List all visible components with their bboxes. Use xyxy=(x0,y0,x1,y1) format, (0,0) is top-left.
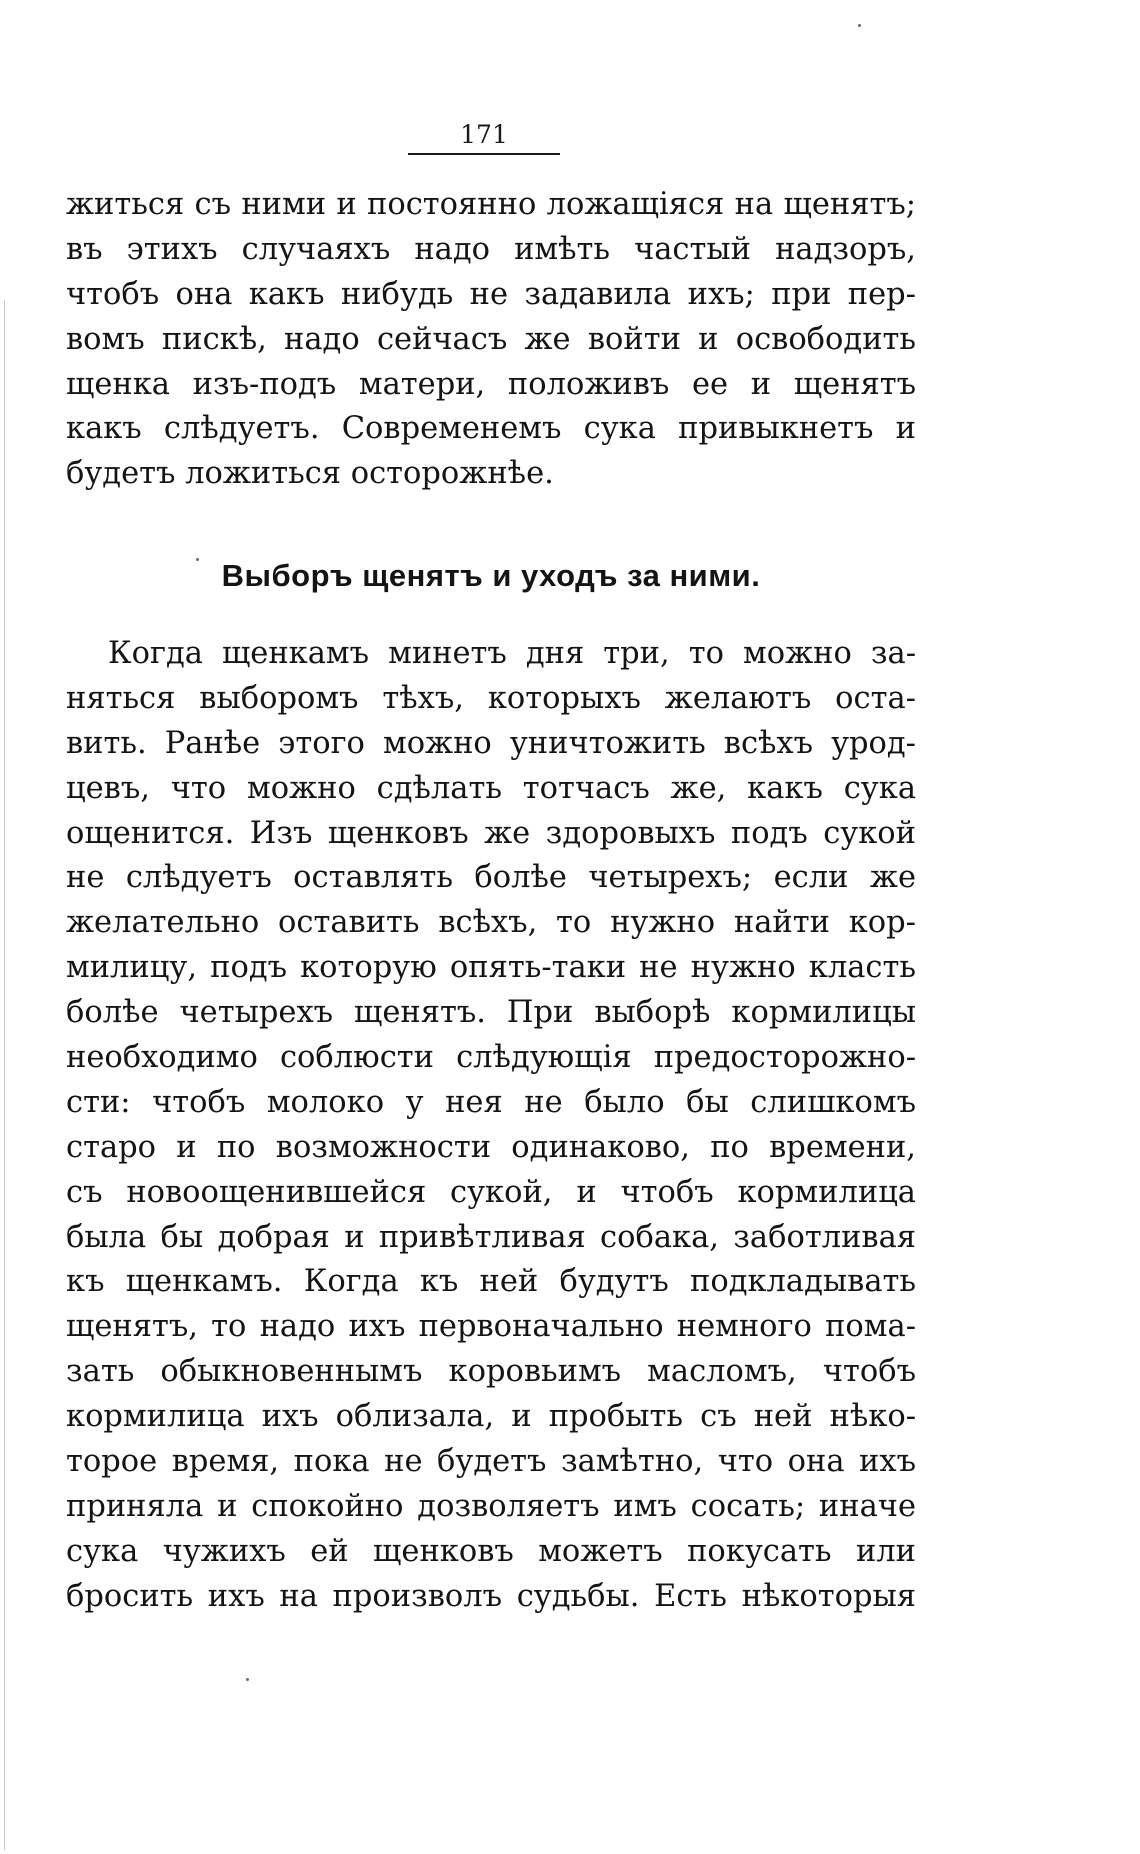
text-line: бросить ихъ на произволъ судьбы. Есть нѣкоторыя xyxy=(66,1578,916,1614)
text-line: ощенится. Изъ щенковъ же здоровыхъ подъ сукой xyxy=(66,815,916,851)
text-line: милицу, подъ которую опять-таки не нужно класть xyxy=(66,950,916,986)
text-line: торое время, пока не будетъ замѣтно, что она ихъ xyxy=(66,1444,916,1480)
text-line: необходимо соблюсти слѣдующiя предосторожно- xyxy=(66,1040,916,1076)
paper-speck xyxy=(196,558,199,561)
text-line: сука чужихъ ей щенковъ можетъ покусать или xyxy=(66,1533,916,1569)
text-line: приняла и спокойно дозволяетъ имъ сосать; иначе xyxy=(66,1488,916,1524)
text-line: кормилица ихъ облизала, и пробыть съ ней нѣко- xyxy=(66,1399,916,1435)
text-line: въ этихъ случаяхъ надо имѣть частый надзоръ, xyxy=(66,231,916,267)
text-line: Когда щенкамъ минетъ дня три, то можно за- xyxy=(108,636,916,671)
page-number: 171 xyxy=(460,120,508,149)
section-heading: Выборъ щенятъ и уходъ за ними. xyxy=(221,558,761,593)
text-line: зать обыкновеннымъ коровьимъ масломъ, чтобъ xyxy=(66,1354,916,1390)
text-line: будетъ ложиться осторожнѣе. xyxy=(66,456,554,492)
text-line: цевъ, что можно сдѣлать тотчасъ же, какъ сука xyxy=(66,770,916,806)
text-line: болѣе четырехъ щенятъ. При выборѣ кормилицы xyxy=(66,995,916,1031)
text-line: какъ слѣдуетъ. Современемъ сука привыкнетъ и xyxy=(66,411,916,447)
text-line: желательно оставить всѣхъ, то нужно найти кор- xyxy=(66,905,916,941)
page-number-rule xyxy=(408,153,560,155)
text-line: вить. Ранѣе этого можно уничтожить всѣхъ урод- xyxy=(66,725,916,761)
text-line: вомъ пискѣ, надо сейчасъ же войти и освободить xyxy=(66,321,916,357)
text-line: чтобъ она какъ нибудь не задавила ихъ; при пер- xyxy=(66,276,916,312)
paper-speck xyxy=(246,1678,249,1681)
paper-speck xyxy=(858,24,861,27)
text-line: няться выборомъ тѣхъ, которыхъ желаютъ оста- xyxy=(66,680,916,716)
text-line: съ новоощенившейся сукой, и чтобъ кормилица xyxy=(66,1174,916,1210)
text-line: щенка изъ-подъ матери, положивъ ее и щенятъ xyxy=(66,366,916,402)
text-line: сти: чтобъ молоко у нея не было бы слишкомъ xyxy=(66,1084,916,1120)
text-line: къ щенкамъ. Когда къ ней будутъ подкладывать xyxy=(66,1264,916,1300)
text-line: щенятъ, то надо ихъ первоначально немного пома- xyxy=(66,1309,916,1345)
text-line: старо и по возможности одинаково, по времени, xyxy=(66,1129,916,1165)
text-line: житься съ ними и постоянно ложащiяся на щенятъ; xyxy=(66,187,916,222)
text-line: не слѣдуетъ оставлять болѣе четырехъ; если же xyxy=(66,860,916,896)
text-line: была бы добрая и привѣтливая собака, заботливая xyxy=(66,1219,916,1255)
intro-paragraph xyxy=(66,183,916,497)
section-paragraph xyxy=(66,632,916,1620)
page-edge-shadow xyxy=(4,300,5,1850)
